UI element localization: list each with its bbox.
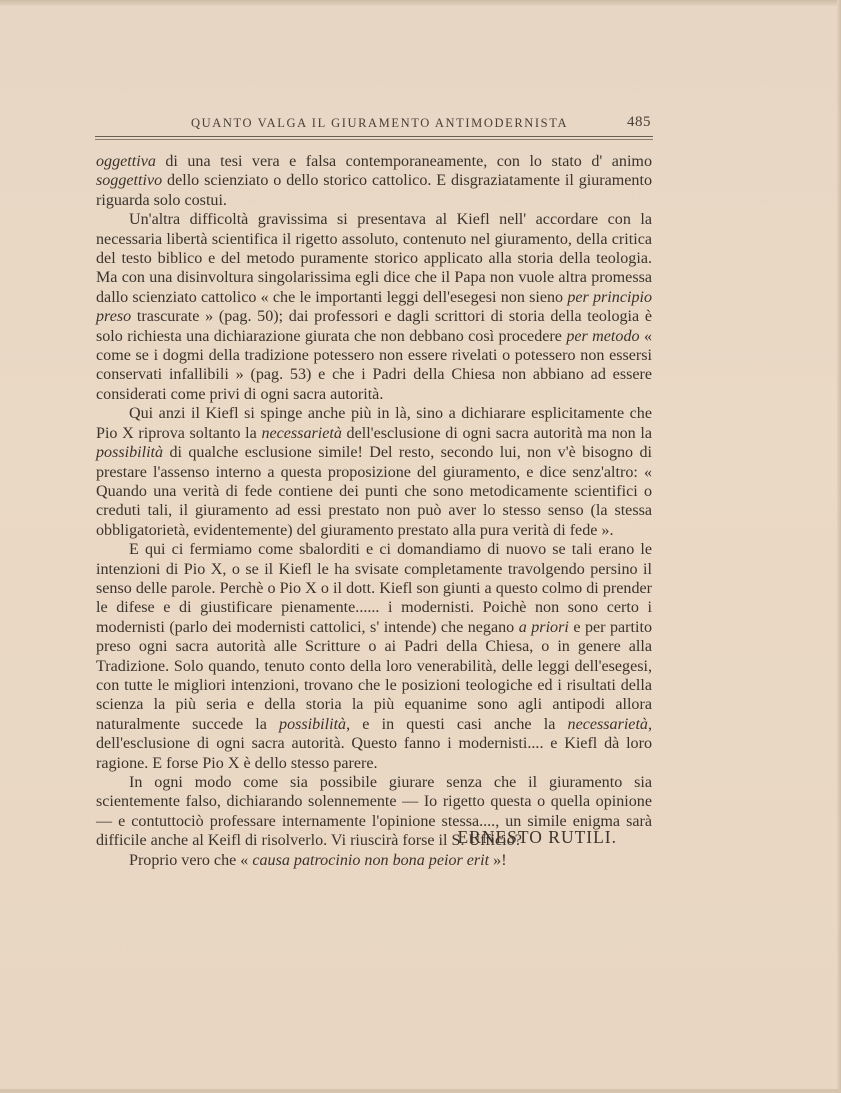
text-run: di una tesi vera e falsa contemporaneamente, con lo stato d' animo [155, 153, 652, 170]
text-run: di qualche esclusione simile! Del resto, secondo lui, non v'è bisogno di prestare l'assenso interno a questa proposizione del giuramento, e dice senz'altro: « Quando una verità di fede contiene dei punti che sono metodicamente scientifici o creduti tali, il giuramento ad essi prestato non può aver lo stesso senso (la stessa obbligatorietà, evidentemente) del giuramento prestato alla pura verità di fede ». [96, 444, 652, 539]
text-run: e per partito preso ogni sacra autorità alle Scritture o ai Padri della Chiesa, o in genere alla Tradizione. Solo quando, tenuto conto della loro venerabilità, delle leggi dell'esegesi, con tutte le migliori intenzioni, trovano che le posizioni teologiche ed i risultati della scienza la più seria e della storia la più equanime sono agli antipodi allora naturalmente succede la [96, 618, 652, 733]
italic-text: possibilità [96, 444, 164, 462]
text-run: , dell'esclusione di ogni sacra autorità. Questo fanno i modernisti.... e Kiefl dà loro ragione. E forse Pio X è dello stesso parere. [96, 715, 652, 772]
page-top-edge [0, 0, 841, 6]
paragraph [96, 210, 652, 404]
page-right-edge [837, 0, 841, 1093]
italic-text: per metodo [566, 327, 640, 345]
italic-text: necessarietà [261, 424, 342, 442]
text-run: , e in questi casi anche la [346, 715, 568, 733]
italic-text: a priori [518, 618, 569, 636]
paragraph [96, 540, 652, 773]
italic-text: necessarietà [567, 715, 648, 733]
italic-text: soggettivo [96, 172, 163, 190]
text-run: dello scienziato o dello storico cattolico. E disgraziatamente il giuramento riguarda solo costui. [96, 172, 652, 209]
author-signature: ERNESTO RUTILI. [457, 827, 617, 847]
text-run: In ogni modo come sia possibile giurare senza che il giuramento sia scientemente falso, dichiarando solennemente — Io rigetto questa o quella opinione — e contuttociò professare internamente l'opinione stessa...., un simile enigma sarà difficile anche al Keifl di risolverlo. Vi riuscirà forse il S. Ufficio? [96, 774, 652, 850]
text-run: dell'esclusione di ogni sacra autorità ma non la [341, 424, 652, 442]
text-run: « come se i dogmi della tradizione potessero non essere rivelati o potessero non essersi conservati infallibili » (pag. 53) e che i Padri della Chiesa non abbiano ad essere considerati come privi di ogni sacra autorità. [96, 327, 652, 403]
page-header [95, 114, 653, 136]
text-run: trascurate » (pag. 50); dai professori e dagli scrittori di storia della teologia è solo richiesta una dichiarazione giurata che non debbano così procedere [96, 308, 652, 345]
italic-text: oggettiva [96, 153, 156, 170]
italic-text: causa patrocinio non bona peior erit [252, 851, 490, 869]
paragraph [96, 851, 652, 870]
running-head: QUANTO VALGA IL GIURAMENTO ANTIMODERNISTA [191, 116, 569, 130]
article-body [96, 152, 652, 870]
italic-text: per principio preso [96, 288, 653, 326]
text-run: Un'altra difficoltà gravissima si presentava al Kiefl nell' accordare con la necessaria libertà scientifica il rigetto assoluto, contenuto nel giuramento, della critica del testo biblico e del metodo puramente storico applicato alla storia della teologia. Ma con una disinvoltura singolarissima egli dice che il Papa non vuole altra promessa dallo scienziato cattolico « che le importanti leggi dell'esegesi non sieno [96, 211, 652, 306]
text-run: Proprio vero che « [129, 851, 253, 869]
page-number: 485 [627, 114, 651, 130]
header-rule [95, 136, 653, 140]
paragraph [96, 152, 652, 210]
paragraph [96, 404, 652, 540]
text-run: »! [489, 851, 507, 869]
italic-text: possibilità [279, 715, 347, 733]
text-run: Qui anzi il Kiefl si spinge anche più in là, sino a dichiarare esplicitamente che Pio X riprova soltanto la [96, 405, 652, 442]
page-bottom-edge [0, 1089, 841, 1093]
text-run: E qui ci fermiamo come sbalorditi e ci domandiamo di nuovo se tali erano le intenzioni di Pio X, o se il Kiefl le ha svisate completamente travolgendo persino il senso delle parole. Perchè o Pio X o il dott. Kiefl son giunti a questo colmo di prender le difese e di giustificare pienamente...... i modernisti. Poichè non sono certo i modernisti (parlo dei modernisti cattolici, s' intende) che negano [96, 541, 652, 636]
